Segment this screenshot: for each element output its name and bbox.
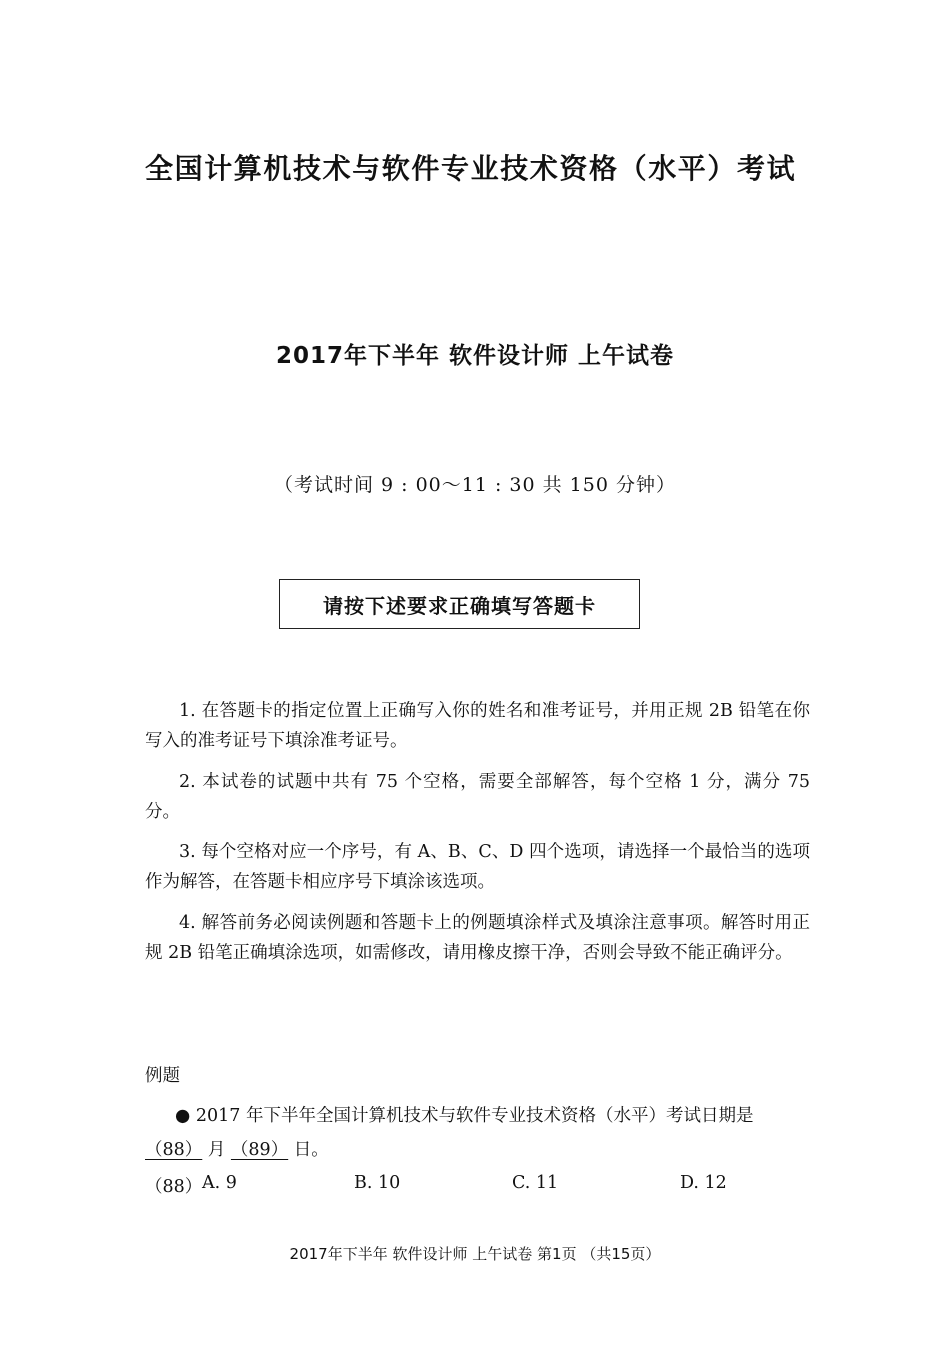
example-label: 例题 xyxy=(145,1066,180,1086)
question-text-3: 日。 xyxy=(288,1140,329,1160)
page-footer: 2017年下半年 软件设计师 上午试卷 第1页 （共15页） xyxy=(289,1245,661,1263)
blank-88: （88） xyxy=(145,1140,203,1160)
rule-item: 3. 每个空格对应一个序号，有 A、B、C、D 四个选项，请选择一个最恰当的选项作为解答，在答题卡相应序号下填涂该选项。 xyxy=(145,842,810,892)
option-d: D. 12 xyxy=(680,1173,727,1193)
instruction-box-label: 请按下述要求正确填写答题卡 xyxy=(323,593,596,618)
rule-item: 2. 本试卷的试题中共有 75 个空格，需要全部解答，每个空格 1 分，满分 75 分。 xyxy=(145,771,810,822)
question-text-1: 2017 年下半年全国计算机技术与软件专业技术资格（水平）考试日期是 xyxy=(195,1106,754,1126)
option-b: B. 10 xyxy=(354,1173,401,1193)
question-text-2: 月 xyxy=(202,1140,231,1160)
rule-item: 4. 解答前务必阅读例题和答题卡上的例题填涂样式及填涂注意事项。解答时用正规 2B 铅笔正确填涂选项，如需修改，请用橡皮擦干净，否则会导致不能正确评分。 xyxy=(145,912,810,963)
blank-89: （89） xyxy=(230,1140,289,1160)
options-prefix: （88） xyxy=(145,1177,203,1197)
document-title: 全国计算机技术与软件专业技术资格（水平）考试 xyxy=(145,152,797,185)
example-options xyxy=(145,1173,810,1199)
option-c: C. 11 xyxy=(512,1173,559,1193)
rule-item: 1. 在答题卡的指定位置上正确写入你的姓名和准考证号，并用正规 2B 铅笔在你写入的准考证号下填涂准考证号。 xyxy=(145,701,810,751)
instruction-box xyxy=(279,579,640,629)
example-question xyxy=(145,1099,810,1167)
option-a: A. 9 xyxy=(202,1173,237,1193)
bullet-icon: ● xyxy=(175,1106,191,1126)
exam-time: （考试时间 9 : 00～11 : 30 共 150 分钟） xyxy=(273,474,676,496)
exam-subtitle: 2017年下半年 软件设计师 上午试卷 xyxy=(275,343,675,369)
rules-list xyxy=(145,696,810,978)
